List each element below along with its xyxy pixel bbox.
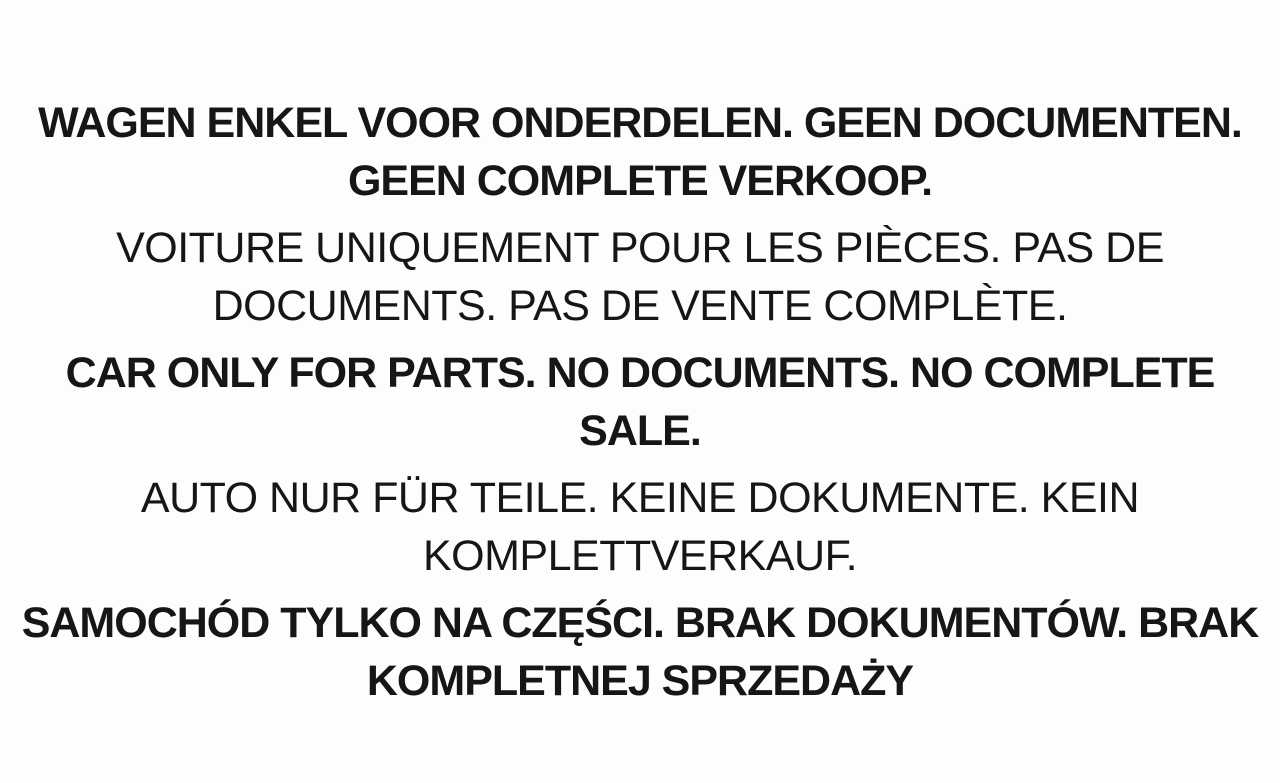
notice-line-dutch-2: GEEN COMPLETE VERKOOP. <box>347 157 933 205</box>
notice-line-dutch-1: WAGEN ENKEL VOOR ONDERDELEN. GEEN DOCUMENTEN. <box>38 99 1242 147</box>
notice-paragraph-dutch <box>0 94 1280 210</box>
notice-paragraph-german <box>0 469 1280 585</box>
notice-paragraph-polish <box>0 594 1280 710</box>
notice-line-german-2: KOMPLETTVERKAUF. <box>422 532 858 580</box>
notice-paragraph-french <box>0 219 1280 335</box>
notice-line-polish-1: SAMOCHÓD TYLKO NA CZĘŚCI. BRAK DOKUMENTÓW. BRAK <box>21 599 1259 647</box>
notice-line-polish-2: KOMPLETNEJ SPRZEDAŻY <box>366 657 914 705</box>
notice-paragraph-english <box>0 344 1280 460</box>
notice-line-english-2: SALE. <box>579 407 701 455</box>
notice-line-english-1: CAR ONLY FOR PARTS. NO DOCUMENTS. NO COMPLETE <box>65 349 1215 397</box>
notice-line-french-2: DOCUMENTS. PAS DE VENTE COMPLÈTE. <box>212 282 1068 330</box>
notice-line-german-1: AUTO NUR FÜR TEILE. KEINE DOKUMENTE. KEIN <box>140 474 1140 522</box>
notice-line-french-1: VOITURE UNIQUEMENT POUR LES PIÈCES. PAS DE <box>116 224 1164 272</box>
